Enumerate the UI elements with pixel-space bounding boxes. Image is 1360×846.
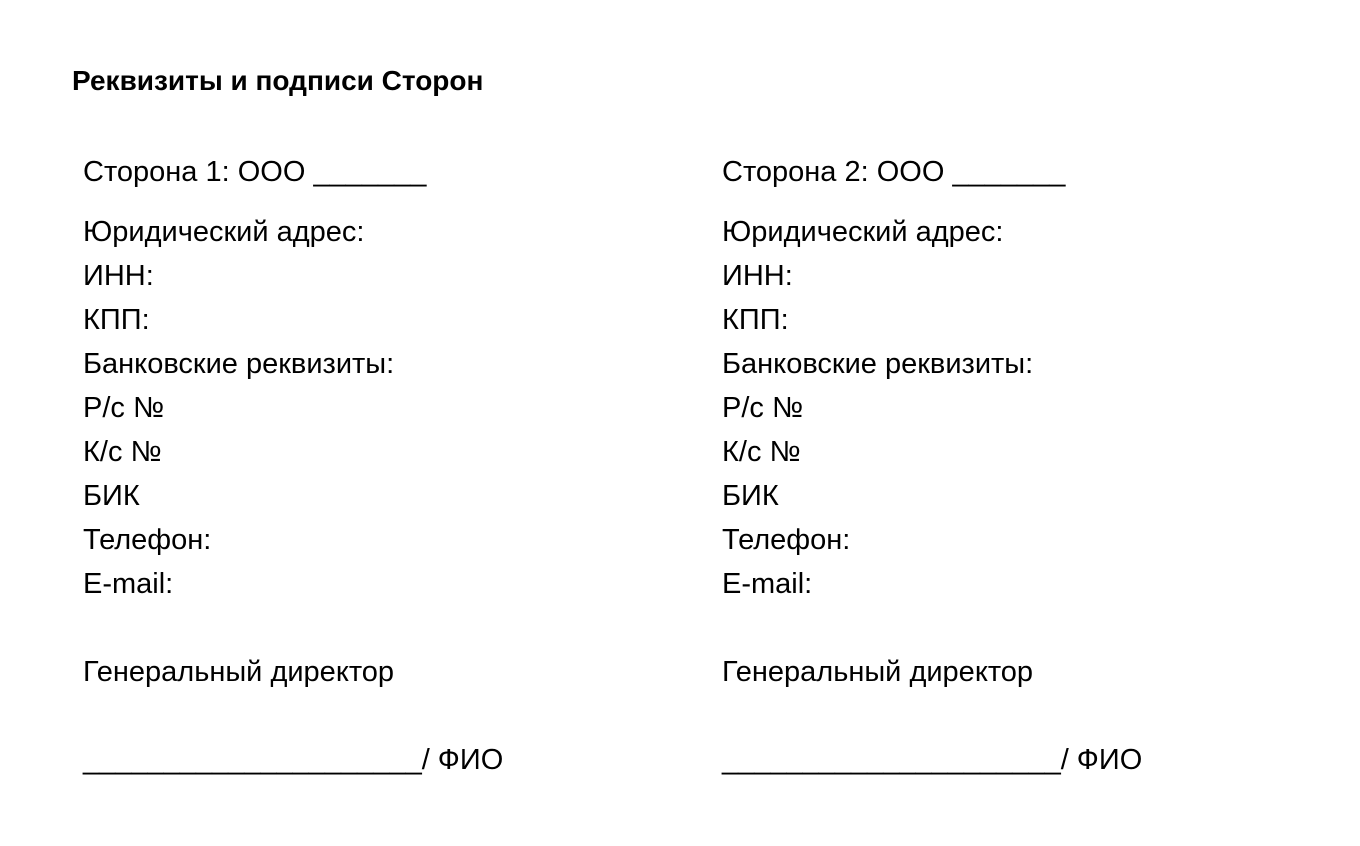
document-title: Реквизиты и подписи Сторон bbox=[72, 65, 484, 96]
party-1-details bbox=[83, 210, 683, 606]
party-1-position: Генеральный директор bbox=[83, 656, 395, 688]
inn-label: ИНН: bbox=[722, 260, 793, 292]
legal-address-label: Юридический адрес: bbox=[83, 216, 365, 248]
party-1-heading: Сторона 1: ООО _______ bbox=[83, 156, 427, 188]
party-2-block bbox=[722, 150, 1322, 782]
party-1-signature-line: _____________________/ ФИО bbox=[83, 744, 504, 776]
party-2-signature-line: _____________________/ ФИО bbox=[722, 744, 1143, 776]
bik-label: БИК bbox=[722, 480, 779, 512]
kpp-label: КПП: bbox=[83, 304, 150, 336]
party-2-position: Генеральный директор bbox=[722, 656, 1034, 688]
inn-label: ИНН: bbox=[83, 260, 154, 292]
legal-address-label: Юридический адрес: bbox=[722, 216, 1004, 248]
email-label: E-mail: bbox=[83, 568, 174, 600]
phone-label: Телефон: bbox=[83, 524, 212, 556]
bik-label: БИК bbox=[83, 480, 140, 512]
phone-label: Телефон: bbox=[722, 524, 851, 556]
correspondent-account-label: К/с № bbox=[722, 436, 801, 468]
bank-details-label: Банковские реквизиты: bbox=[722, 348, 1034, 380]
party-2-heading: Сторона 2: ООО _______ bbox=[722, 156, 1066, 188]
party-2-details bbox=[722, 210, 1322, 606]
kpp-label: КПП: bbox=[722, 304, 789, 336]
email-label: E-mail: bbox=[722, 568, 813, 600]
party-1-block bbox=[83, 150, 683, 782]
correspondent-account-label: К/с № bbox=[83, 436, 162, 468]
settlement-account-label: Р/с № bbox=[722, 392, 804, 424]
settlement-account-label: Р/с № bbox=[83, 392, 165, 424]
bank-details-label: Банковские реквизиты: bbox=[83, 348, 395, 380]
